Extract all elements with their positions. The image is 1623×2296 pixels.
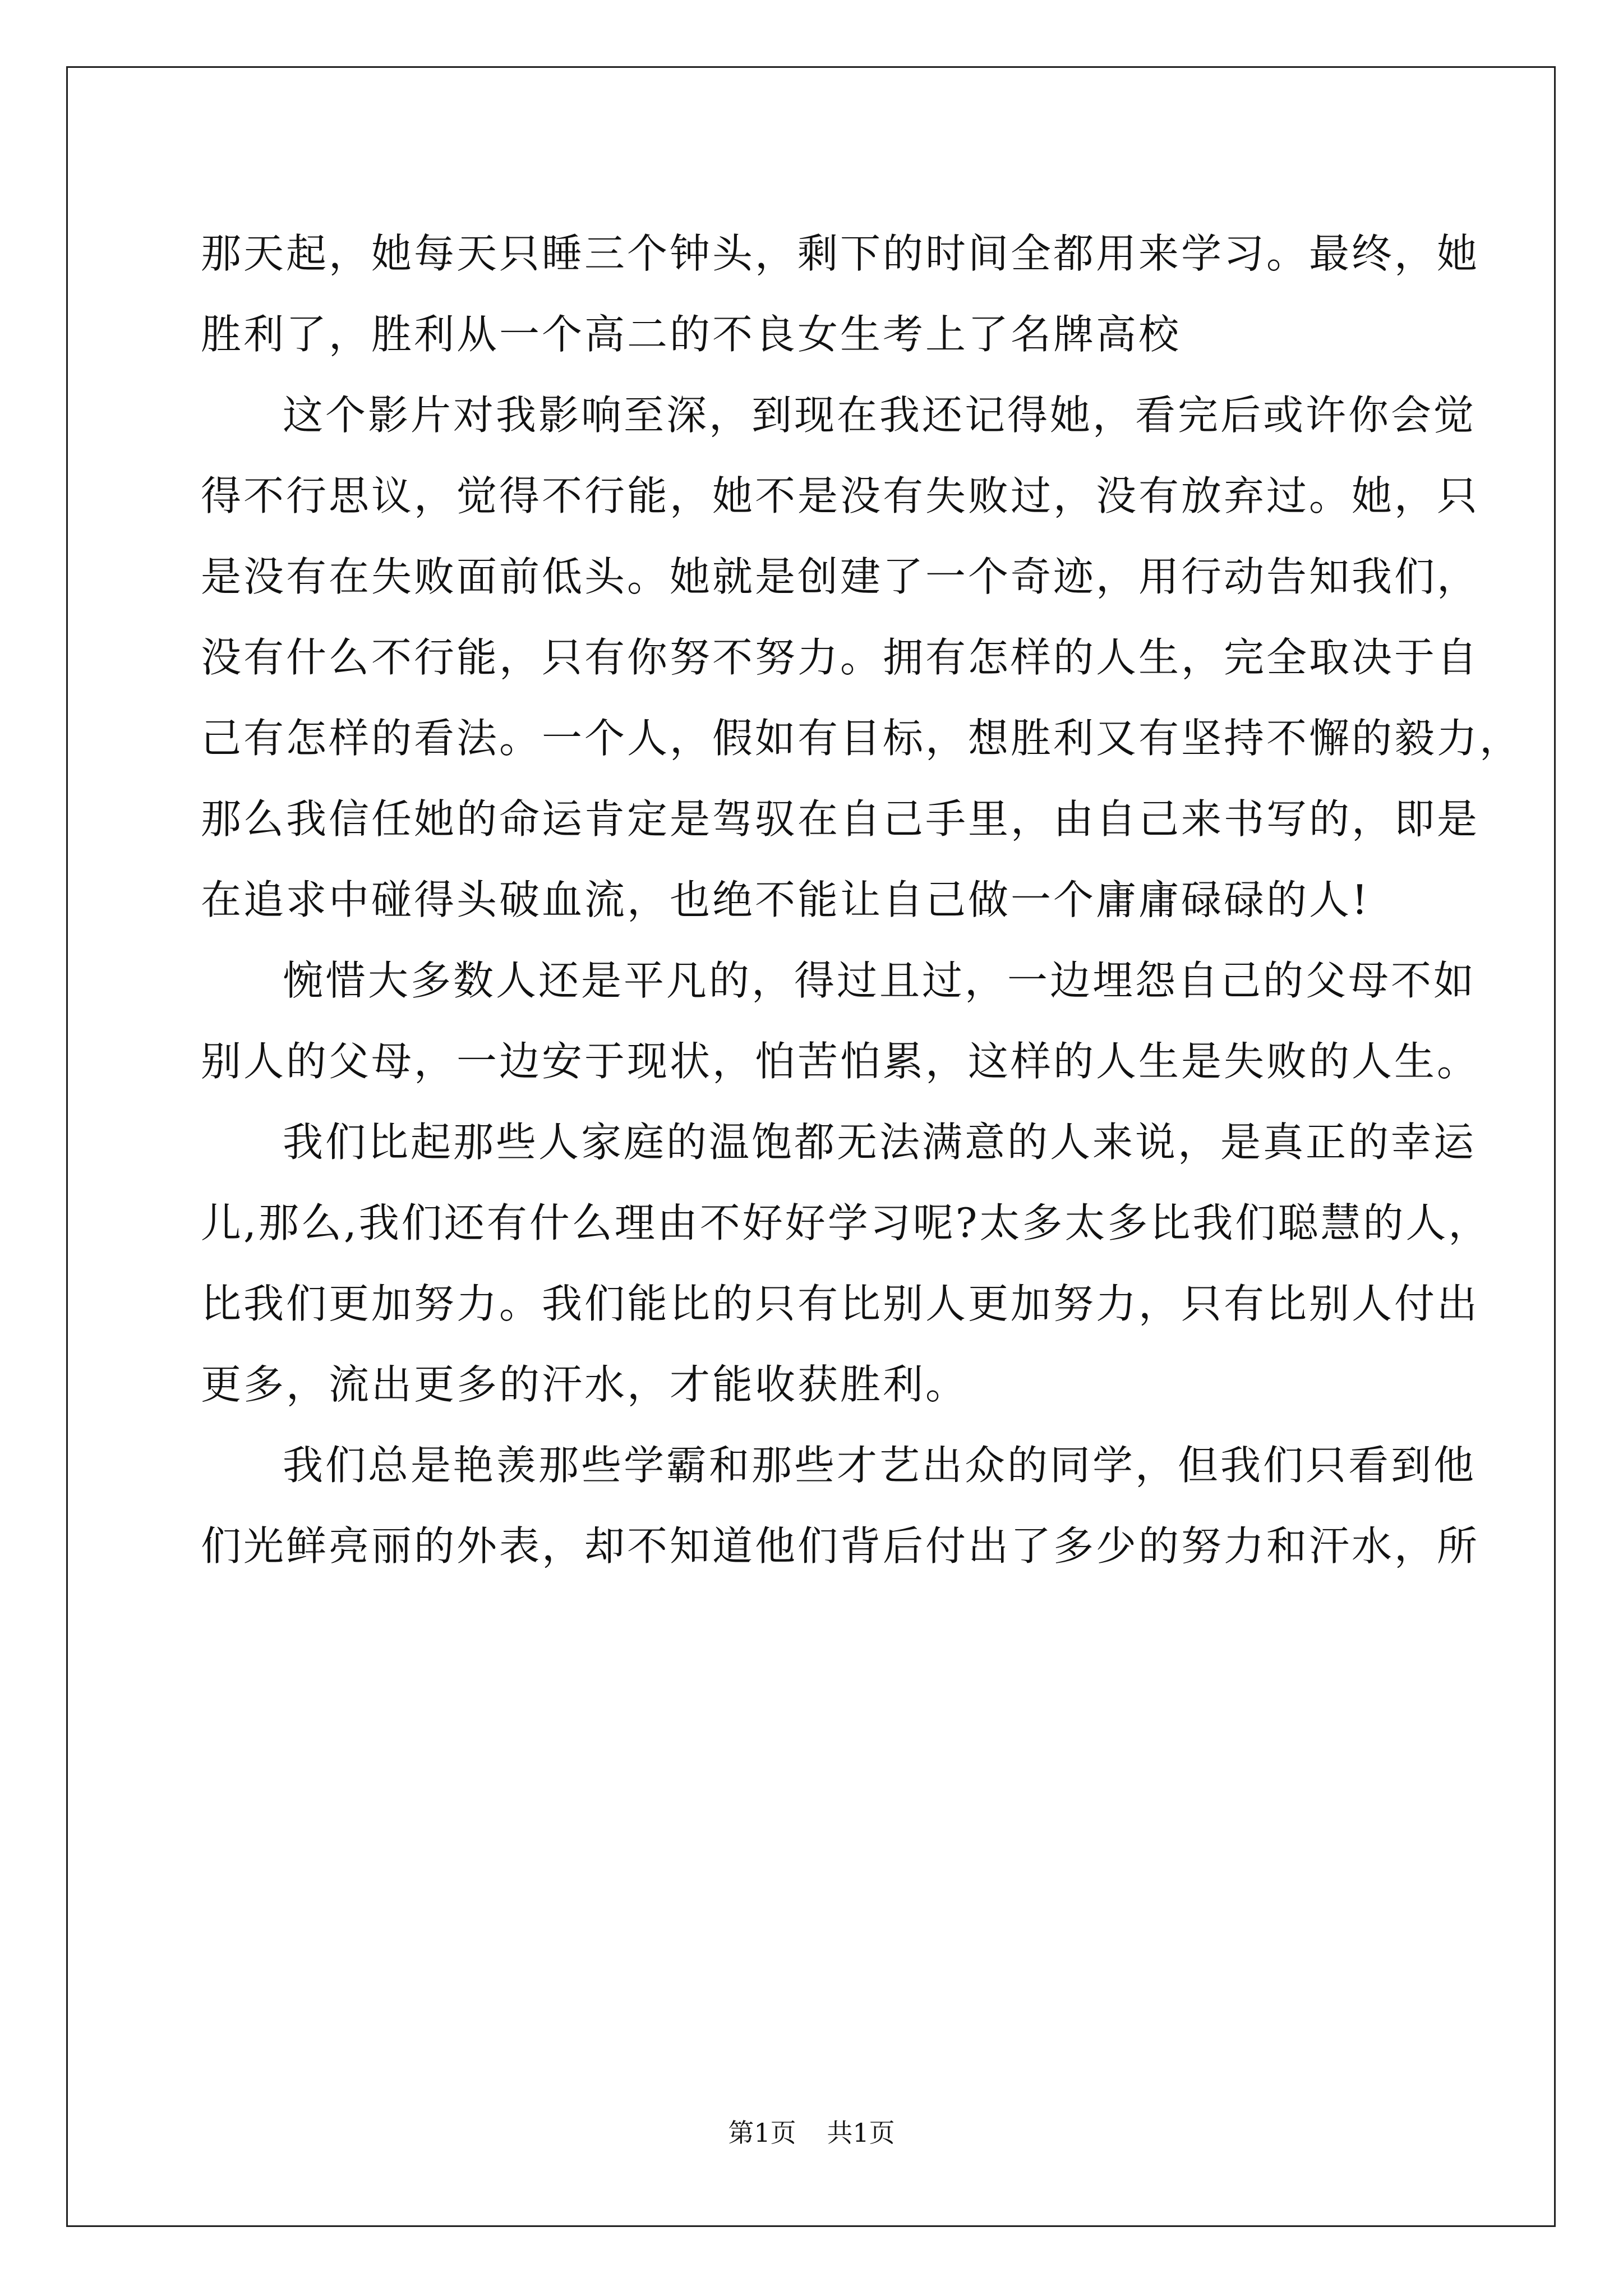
text-line: 们光鲜亮丽的外表，却不知道他们背后付出了多少的努力和汗水，所 bbox=[201, 1522, 1480, 1570]
text-line: 没有什么不行能，只有你努不努力。拥有怎样的人生，完全取决于自 bbox=[201, 634, 1480, 681]
text-line: 是没有在失败面前低头。她就是创建了一个奇迹，用行动告知我们， bbox=[201, 553, 1480, 600]
text-line: 比我们更加努力。我们能比的只有比别人更加努力，只有比别人付出 bbox=[201, 1280, 1480, 1327]
text-line: 胜利了，胜利从一个高二的不良女生考上了名牌高校 bbox=[201, 311, 1182, 358]
text-line: 在追求中碰得头破血流，也绝不能让自己做一个庸庸碌碌的人! bbox=[201, 876, 1370, 923]
text-line: 我们总是艳羡那些学霸和那些才艺出众的同学，但我们只看到他 bbox=[283, 1442, 1477, 1489]
text-line: 儿,那么,我们还有什么理由不好好学习呢?太多太多比我们聪慧的人， bbox=[201, 1199, 1491, 1246]
page-number-total: 共1页 bbox=[827, 2118, 895, 2148]
text-line: 更多，流出更多的汗水，才能收获胜利。 bbox=[201, 1361, 969, 1408]
page-number-current: 第1页 bbox=[728, 2118, 796, 2148]
text-line: 那天起，她每天只睡三个钟头，剩下的时间全都用来学习。最终，她 bbox=[201, 230, 1480, 277]
text-line: 我们比起那些人家庭的温饱都无法满意的人来说，是真正的幸运 bbox=[283, 1119, 1477, 1166]
text-line: 那么我信任她的命运肯定是驾驭在自己手里，由自己来书写的，即是 bbox=[201, 795, 1480, 843]
text-line: 惋惜大多数人还是平凡的，得过且过，一边埋怨自己的父母不如 bbox=[283, 957, 1477, 1004]
text-line: 己有怎样的看法。一个人，假如有目标，想胜利又有坚持不懈的毅力， bbox=[201, 715, 1523, 762]
text-line: 这个影片对我影响至深，到现在我还记得她，看完后或许你会觉 bbox=[283, 392, 1477, 439]
text-line: 得不行思议，觉得不行能，她不是没有失败过，没有放弃过。她，只 bbox=[201, 472, 1480, 519]
document-body bbox=[201, 213, 1523, 1586]
text-line: 别人的父母，一边安于现状，怕苦怕累，这样的人生是失败的人生。 bbox=[201, 1038, 1480, 1085]
page-footer bbox=[0, 2116, 1623, 2150]
